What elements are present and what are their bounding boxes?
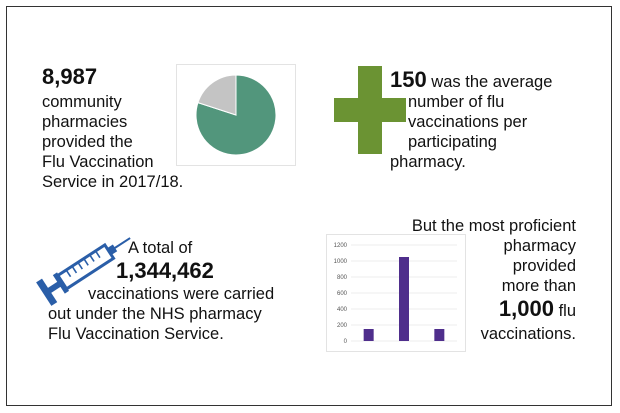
total-panel <box>48 238 314 344</box>
y-tick-label: 200 <box>336 323 347 329</box>
total-number: 1,344,462 <box>116 258 214 283</box>
average-first-line-rest: was the average <box>426 73 553 91</box>
average-number: 150 <box>390 67 427 92</box>
pharmacies-line: pharmacies <box>42 113 128 131</box>
pharmacies-line: provided the <box>42 133 133 151</box>
proficient-line: pharmacy <box>503 237 576 255</box>
average-line: vaccinations per <box>408 113 528 131</box>
pharmacies-line: Flu Vaccination <box>42 153 154 171</box>
proficient-line: provided <box>512 257 576 275</box>
average-panel <box>390 67 600 172</box>
average-line: pharmacy. <box>390 153 466 171</box>
average-line: number of flu <box>408 93 505 111</box>
total-line: vaccinations were carried <box>88 285 275 303</box>
y-tick-label: 1200 <box>333 243 347 249</box>
total-line: Flu Vaccination Service. <box>48 325 224 343</box>
average-first-line <box>390 67 600 92</box>
proficient-number: 1,000 <box>498 296 554 321</box>
pharmacies-line: community <box>42 93 122 111</box>
total-line: out under the NHS pharmacy <box>48 305 262 323</box>
proficient-line: more than <box>501 277 576 295</box>
syringe-plunger-head <box>36 279 57 306</box>
y-tick-label: 0 <box>343 339 347 345</box>
y-tick-label: 600 <box>336 291 347 297</box>
pharmacies-panel <box>42 64 183 192</box>
y-tick-label: 800 <box>336 275 347 281</box>
y-tick-label: 1000 <box>333 259 347 265</box>
y-tick-label: 400 <box>336 307 347 313</box>
pharmacies-number: 8,987 <box>42 64 98 89</box>
total-first-line: A total of <box>128 239 193 257</box>
pie-chart-icon <box>176 64 296 166</box>
pharmacies-text <box>42 92 183 192</box>
proficient-line: But the most proficient <box>411 217 576 235</box>
proficient-panel <box>380 216 576 344</box>
bar <box>364 329 374 341</box>
pharmacies-line: Service in 2017/18. <box>42 173 184 191</box>
average-line: participating <box>408 133 497 151</box>
proficient-number-line <box>380 296 576 324</box>
proficient-number-suffix: flu <box>553 302 576 320</box>
proficient-line: vaccinations. <box>480 325 576 343</box>
